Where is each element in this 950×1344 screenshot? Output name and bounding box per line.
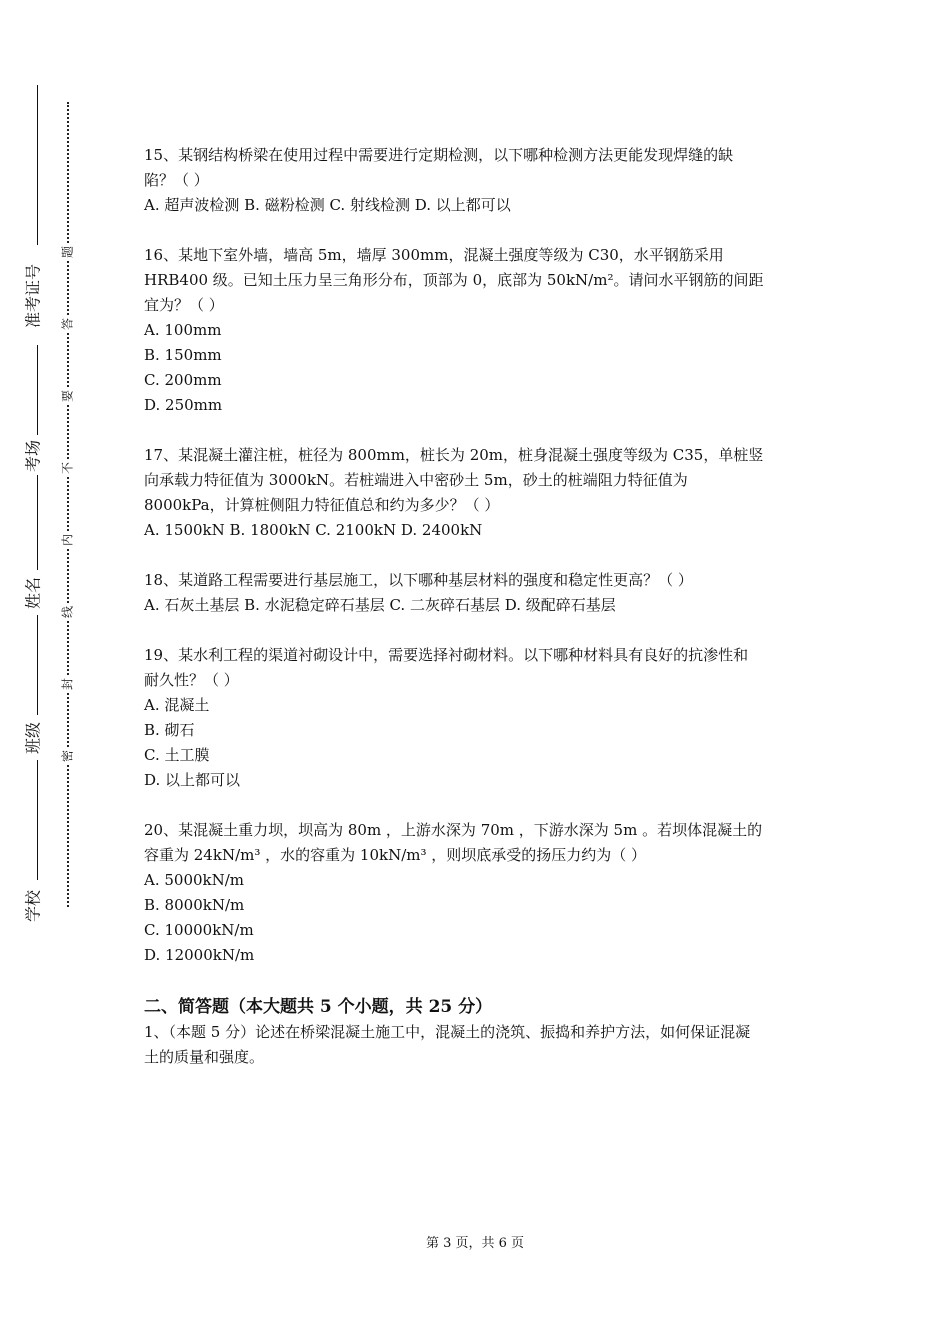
question-options: A. 石灰土基层 B. 水泥稳定碎石基层 C. 二灰碎石基层 D. 级配碎石基层 bbox=[144, 596, 616, 614]
field-label-exam-id: 准考证号 bbox=[23, 263, 43, 329]
question-stem: 20、某混凝土重力坝，坝高为 80m ，上游水深为 70m ，下游水深为 5m 。若坝体混凝土的 bbox=[144, 821, 763, 839]
question-16 bbox=[144, 243, 814, 418]
option-b: B. 砌石 bbox=[144, 721, 195, 739]
question-stem: 8000kPa，计算桩侧阻力特征值总和约为多少？（ ） bbox=[144, 496, 500, 514]
question-stem: 陷？（ ） bbox=[144, 171, 209, 189]
field-label-name: 姓名 bbox=[23, 576, 43, 610]
short-answer-1 bbox=[144, 1020, 814, 1070]
question-stem: 17、某混凝土灌注桩，桩径为 800mm，桩长为 20m，桩身混凝土强度等级为 C35，单桩竖 bbox=[144, 446, 764, 464]
exam-content bbox=[144, 143, 814, 1070]
option-a: A. 混凝土 bbox=[144, 696, 210, 714]
question-stem: 耐久性？（ ） bbox=[144, 671, 239, 689]
section-title: 二、简答题（本大题共 5 个小题，共 25 分） bbox=[144, 997, 493, 1017]
question-18 bbox=[144, 568, 814, 618]
option-b: B. 150mm bbox=[144, 346, 222, 364]
option-d: D. 12000kN/m bbox=[144, 946, 255, 964]
option-d: D. 以上都可以 bbox=[144, 771, 241, 789]
seal-char: 不 bbox=[60, 461, 75, 475]
seal-char: 封 bbox=[60, 677, 75, 691]
field-line bbox=[37, 85, 38, 245]
question-20 bbox=[144, 818, 814, 968]
question-stem: 18、某道路工程需要进行基层施工，以下哪种基层材料的强度和稳定性更高？（ ） bbox=[144, 571, 693, 589]
option-a: A. 100mm bbox=[144, 321, 222, 339]
question-stem: 土的质量和强度。 bbox=[144, 1048, 265, 1066]
question-stem: 19、某水利工程的渠道衬砌设计中，需要选择衬砌材料。以下哪种材料具有良好的抗渗性和 bbox=[144, 646, 749, 664]
page-footer: 第 3 页，共 6 页 bbox=[425, 1236, 525, 1251]
field-line bbox=[37, 475, 38, 570]
seal-char: 密 bbox=[60, 749, 75, 763]
option-c: C. 200mm bbox=[144, 371, 222, 389]
question-options: A. 1500kN B. 1800kN C. 2100kN D. 2400kN bbox=[144, 521, 483, 539]
seal-char: 线 bbox=[60, 605, 75, 619]
seal-char: 要 bbox=[60, 389, 75, 403]
option-d: D. 250mm bbox=[144, 396, 223, 414]
question-stem: 宜为？（ ） bbox=[144, 296, 224, 314]
option-c: C. 土工膜 bbox=[144, 746, 210, 764]
option-c: C. 10000kN/m bbox=[144, 921, 254, 939]
seal-char: 内 bbox=[60, 533, 75, 547]
question-19 bbox=[144, 643, 814, 793]
seal-char: 题 bbox=[60, 245, 75, 259]
field-label-school: 学校 bbox=[23, 889, 43, 923]
field-line bbox=[37, 345, 38, 435]
question-stem: 15、某钢结构桥梁在使用过程中需要进行定期检测，以下哪种检测方法更能发现焊缝的缺 bbox=[144, 146, 734, 164]
question-15 bbox=[144, 143, 814, 218]
option-b: B. 8000kN/m bbox=[144, 896, 245, 914]
question-options: A. 超声波检测 B. 磁粉检测 C. 射线检测 D. 以上都可以 bbox=[144, 196, 511, 214]
seal-char: 答 bbox=[60, 317, 75, 331]
field-line bbox=[37, 760, 38, 880]
question-17 bbox=[144, 443, 814, 543]
question-stem: 1、（本题 5 分）论述在桥梁混凝土施工中，混凝土的浇筑、振捣和养护方法，如何保证混凝 bbox=[144, 1023, 751, 1041]
question-stem: 16、某地下室外墙，墙高 5m，墙厚 300mm，混凝土强度等级为 C30，水平钢筋采用 bbox=[144, 246, 724, 264]
option-a: A. 5000kN/m bbox=[144, 871, 245, 889]
field-label-class: 班级 bbox=[23, 721, 43, 755]
field-line bbox=[37, 615, 38, 715]
question-stem: 向承载力特征值为 3000kN。若桩端进入中密砂土 5m，砂土的桩端阻力特征值为 bbox=[144, 471, 688, 489]
field-label-exam-room: 考场 bbox=[23, 439, 43, 473]
question-stem: HRB400 级。已知土压力呈三角形分布，顶部为 0，底部为 50kN/m²。请问水平钢筋的间距 bbox=[144, 271, 764, 289]
seal-dotted-line bbox=[67, 102, 69, 907]
question-stem: 容重为 24kN/m³ ，水的容重为 10kN/m³ ，则坝底承受的扬压力约为（ ） bbox=[144, 846, 647, 864]
